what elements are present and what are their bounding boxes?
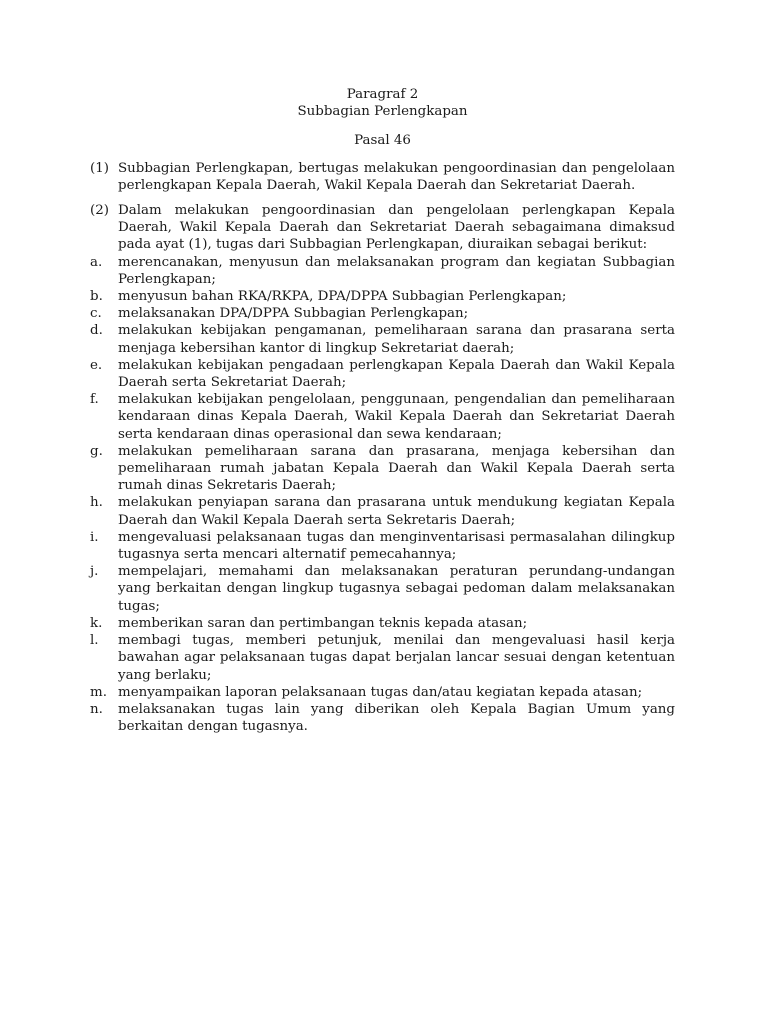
item-text: melakukan kebijakan pengadaan perlengkapan Kepala Daerah dan Wakil Kepala Daerah serta Sekretariat Daerah; [118, 357, 675, 391]
ayat-number: (2) [90, 203, 109, 219]
list-item [90, 632, 675, 684]
task-list [90, 254, 675, 736]
item-text: menyampaikan laporan pelaksanaan tugas dan/atau kegiatan kepada atasan; [118, 684, 643, 700]
subbagian-heading: Subbagian Perlengkapan [297, 104, 468, 120]
item-letter: m. [90, 684, 107, 700]
item-letter: n. [90, 701, 103, 717]
item-letter: h. [90, 495, 103, 511]
item-letter: b. [90, 289, 103, 305]
list-item [90, 615, 675, 632]
list-item [90, 357, 675, 391]
list-item [90, 391, 675, 443]
item-text: melaksanakan DPA/DPPA Subbagian Perlengkapan; [118, 306, 469, 322]
item-letter: k. [90, 615, 103, 631]
list-item [90, 563, 675, 615]
item-text: menyusun bahan RKA/RKPA, DPA/DPPA Subbagian Perlengkapan; [118, 289, 567, 305]
pasal-heading: Pasal 46 [354, 133, 411, 149]
item-letter: f. [90, 392, 99, 408]
item-text: melakukan pemeliharaan sarana dan prasarana, menjaga kebersihan dan pemeliharaan rumah jabatan Kepala Daerah dan Wakil Kepala Daerah serta rumah dinas Sekretaris Daerah; [118, 443, 675, 494]
ayat-text: Subbagian Perlengkapan, bertugas melakukan pengoordinasian dan pengelolaan perlengkapan Kepala Daerah, Wakil Kepala Daerah dan Sekretariat Daerah. [118, 160, 675, 193]
document-page [90, 86, 675, 743]
list-item [90, 494, 675, 528]
item-text: melakukan penyiapan sarana dan prasarana untuk mendukung kegiatan Kepala Daerah dan Wakil Kepala Daerah serta Sekretaris Daerah; [118, 495, 675, 528]
item-letter: j. [90, 564, 99, 580]
item-text: melakukan kebijakan pengelolaan, penggunaan, pengendalian dan pemeliharaan kendaraan dinas Kepala Daerah, Wakil Kepala Daerah dan Sekretariat Daerah serta kendaraan dinas operasional dan sewa kendaraan; [118, 392, 675, 442]
list-item [90, 254, 675, 288]
list-item [90, 322, 675, 356]
ayat-body [90, 202, 675, 735]
list-item [90, 701, 675, 735]
item-letter: i. [90, 529, 99, 545]
item-letter: l. [90, 633, 99, 649]
item-text: mempelajari, memahami dan melaksanakan peraturan perundang-undangan yang berkaitan dengan lingkup tugasnya sebagai pedoman dalam melaksanakan tugas; [118, 564, 675, 614]
item-letter: e. [90, 357, 103, 373]
item-text: membagi tugas, memberi petunjuk, menilai dan mengevaluasi hasil kerja bawahan agar pelaksanaan tugas dapat berjalan lancar sesuai dengan ketentuan yang berlaku; [118, 633, 675, 683]
ayat-number: (1) [90, 160, 109, 176]
item-letter: c. [90, 306, 102, 322]
ayat-2 [90, 202, 675, 735]
item-text: mengevaluasi pelaksanaan tugas dan menginventarisasi permasalahan dilingkup tugasnya serta mencari alternatif pemecahannya; [118, 529, 675, 563]
item-text: memberikan saran dan pertimbangan teknis kepada atasan; [118, 615, 528, 631]
item-text: melakukan kebijakan pengamanan, pemeliharaan sarana dan prasarana serta menjaga kebersihan kantor di lingkup Sekretariat daerah; [118, 323, 675, 356]
ayat-intro: Dalam melakukan pengoordinasian dan pengelolaan perlengkapan Kepala Daerah, Wakil Kepala Daerah dan Sekretariat Daerah sebagaimana dimaksud pada ayat (1), tugas dari Subbagian Perlengkapan, diuraikan sebagai berikut: [118, 203, 675, 253]
heading-block [90, 86, 675, 120]
item-text: melaksanakan tugas lain yang diberikan oleh Kepala Bagian Umum yang berkaitan dengan tugasnya. [118, 701, 675, 735]
list-item [90, 529, 675, 563]
item-text: merencanakan, menyusun dan melaksanakan program dan kegiatan Subbagian Perlengkapan; [118, 254, 675, 287]
ayat-1 [90, 160, 675, 194]
list-item [90, 684, 675, 701]
item-letter: g. [90, 443, 103, 459]
item-letter: d. [90, 323, 103, 339]
list-item [90, 443, 675, 495]
list-item [90, 288, 675, 305]
item-letter: a. [90, 254, 103, 270]
paragraf-heading: Paragraf 2 [346, 87, 419, 102]
list-item [90, 305, 675, 322]
